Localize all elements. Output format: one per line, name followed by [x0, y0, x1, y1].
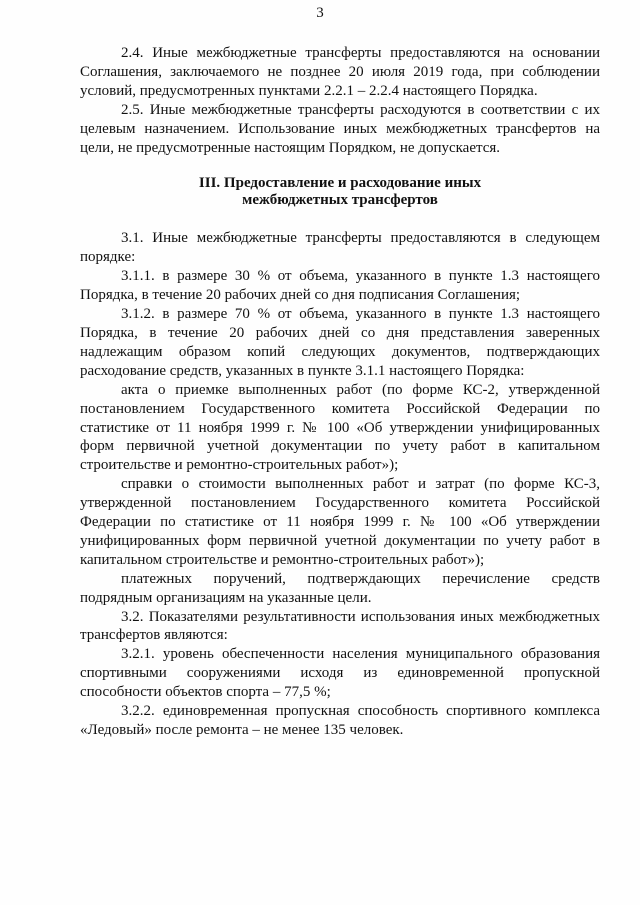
paragraph-2-4: 2.4. Иные межбюджетные трансферты предоставляются на основании Соглашения, заключаемого не позднее 20 июля 2019 года, при соблюдении условий, предусмотренных пунктами 2.2.1 – 2.2.4 настоящего Порядка.: [80, 45, 600, 99]
paragraph-3-1-2: 3.1.2. в размере 70 % от объема, указанного в пункте 1.3 настоящего Порядка, в течение 20 рабочих дней со дня представления заверенных надлежащим образом копий следующих документов, подтверждающих расходование средств, указанных в пункте 3.1.1 настоящего Порядка:: [80, 306, 600, 379]
paragraph-3-2: 3.2. Показателями результативности использования иных межбюджетных трансфертов являются:: [80, 608, 600, 644]
section-heading: [80, 175, 600, 209]
paragraph-ks2-act: акта о приемке выполненных работ (по форме КС-2, утвержденной постановлением Государственного комитета Российской Федерации по статистике от 11 ноября 1999 г. № 100 «Об утверждении унифицированных форм первичной учетной документации по учету работ в капитальном строительстве и ремонтно-строительных работ»);: [80, 381, 600, 474]
page-number: 3: [316, 5, 324, 21]
paragraph-ks3-certificate: справки о стоимости выполненных работ и затрат (по форме КС-3, утвержденной постановлением Государственного комитета Российской Федерации по статистике от 11 ноября 1999 г. № 100 «Об утверждении унифицированных форм первичной учетной документации по учету работ в капитальном строительстве и ремонтно-строительных работ»);: [80, 476, 600, 568]
paragraph-3-2-2: 3.2.2. единовременная пропускная способность спортивного комплекса «Ледовый» после ремонта – не менее 135 человек.: [80, 703, 600, 738]
paragraph-3-2-1: 3.2.1. уровень обеспеченности населения муниципального образования спортивными сооружениями исходя из единовременной пропускной способности объектов спорта – 77,5 %;: [80, 646, 600, 701]
paragraph-3-1: 3.1. Иные межбюджетные трансферты предоставляются в следующем порядке:: [80, 230, 600, 266]
section-heading-line-2: межбюджетных трансфертов: [242, 192, 438, 209]
paragraph-2-5: 2.5. Иные межбюджетные трансферты расходуются в соответствии с их целевым назначением. Использование иных межбюджетных трансфертов на цели, не предусмотренные настоящим Порядком, не допускается.: [80, 101, 600, 156]
paragraph-3-1-1: 3.1.1. в размере 30 % от объема, указанного в пункте 1.3 настоящего Порядка, в течение 20 рабочих дней со дня подписания Соглашения;: [80, 268, 600, 304]
paragraph-payment-orders: платежных поручений, подтверждающих перечисление средств подрядным организациям на указанные цели.: [80, 570, 600, 606]
section-heading-line-1: III. Предоставление и расходование иных: [198, 175, 482, 192]
document-body: [80, 44, 600, 740]
